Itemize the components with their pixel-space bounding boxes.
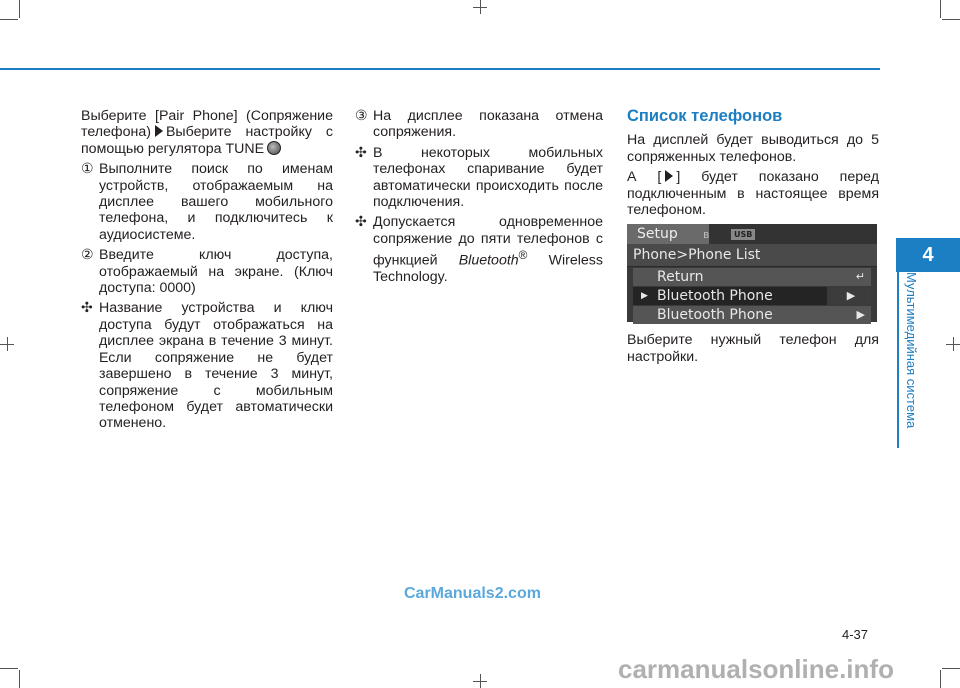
crop-mark (942, 668, 960, 669)
section-heading: Список телефонов (627, 107, 783, 125)
screen-path: Phone>Phone List (627, 244, 877, 267)
display-screenshot (627, 224, 877, 322)
arrow-right-icon: ▶ (831, 287, 871, 305)
paragraph: На дисплей будет выводиться до 5 сопряженных телефонов. (627, 132, 879, 165)
crop-mark (19, 670, 20, 688)
list-item (81, 247, 333, 296)
connected-marker-icon: ▶ (641, 291, 648, 302)
note-marker: ✣ (81, 300, 93, 317)
crop-mark (0, 668, 18, 669)
screen-title: Setup (627, 224, 709, 244)
list-item (81, 161, 333, 243)
crop-mark (19, 0, 20, 18)
column-3 (627, 108, 879, 369)
column-2 (355, 108, 603, 290)
step-text: Выполните поиск по именам устройств, отображаемым на дисплее вашего мобильного телефона, и подключитесь к аудиосистеме. (99, 161, 333, 243)
crop-mark (942, 19, 960, 20)
note-marker: ✣ (355, 144, 367, 161)
step-marker: ② (81, 247, 94, 264)
header-rule (0, 68, 880, 70)
watermark: carmanualsonline.info (618, 654, 894, 684)
screen-row-phone: Bluetooth Phone ▶ (633, 306, 871, 324)
intro-paragraph: Выберите [Pair Phone] (Сопряжение телефона) Выберите настройку с помощью регулятора TUNE (81, 108, 333, 157)
screen-header (627, 224, 877, 244)
tune-knob-icon (267, 141, 281, 155)
note-marker: ✣ (355, 214, 367, 231)
bluetooth-icon: ʙ (703, 228, 710, 242)
column-1 (81, 108, 333, 436)
arrow-right-icon (665, 170, 673, 182)
chapter-label: Мультимедийная система (904, 272, 919, 429)
registration-mark (473, 681, 487, 682)
list-item (355, 108, 603, 141)
crop-mark (940, 670, 941, 688)
step-marker: ③ (355, 108, 368, 124)
crop-mark (940, 0, 941, 18)
bluetooth-brand: Bluetooth (458, 252, 519, 269)
note-text: В некоторых мобильных телефонах спаривание будет автоматически происходить после подключения. (373, 144, 603, 211)
usb-badge: USB (731, 229, 755, 240)
page-number: 4-37 (842, 627, 869, 642)
arrow-right-icon: ▶ (856, 308, 865, 322)
registration-mark (473, 7, 487, 8)
note-item (81, 300, 333, 431)
screen-row-phone-selected: ▶ Bluetooth Phone ▶ (633, 287, 827, 305)
return-icon: ↵ (855, 270, 865, 284)
registration-mark (953, 337, 954, 351)
paragraph: А [ ] будет показано перед подключенным в настоящее время телефоном. (627, 169, 879, 219)
registration-mark (7, 337, 8, 351)
step-text: На дисплее показана отмена сопряжения. (373, 108, 603, 141)
arrow-right-icon (155, 125, 163, 137)
note-item: ✣ Допускается одновременное сопряжение до пяти телефонов с функцией Bluetooth® Wireless Technology. (355, 214, 603, 286)
step-marker: ① (81, 161, 94, 178)
screen-row-return: Return ↵ (633, 268, 871, 286)
chapter-rule (897, 272, 899, 448)
step-text: Введите ключ доступа, отображаемый на экране. (Ключ доступа: 0000) (99, 247, 333, 297)
chapter-tab: 4 (896, 238, 960, 272)
note-item (355, 145, 603, 211)
watermark-link[interactable]: CarManuals2.com (404, 585, 541, 602)
paragraph: Выберите нужный телефон для настройки. (627, 332, 879, 365)
crop-mark (0, 19, 18, 20)
note-text: Название устройства и ключ доступа будут отображаться на дисплее экрана в течение 3 минут. Если сопряжение не будет завершено в течение 3 минут, сопряжение с мобильным телефоном будет автоматически отменено. (99, 300, 333, 432)
